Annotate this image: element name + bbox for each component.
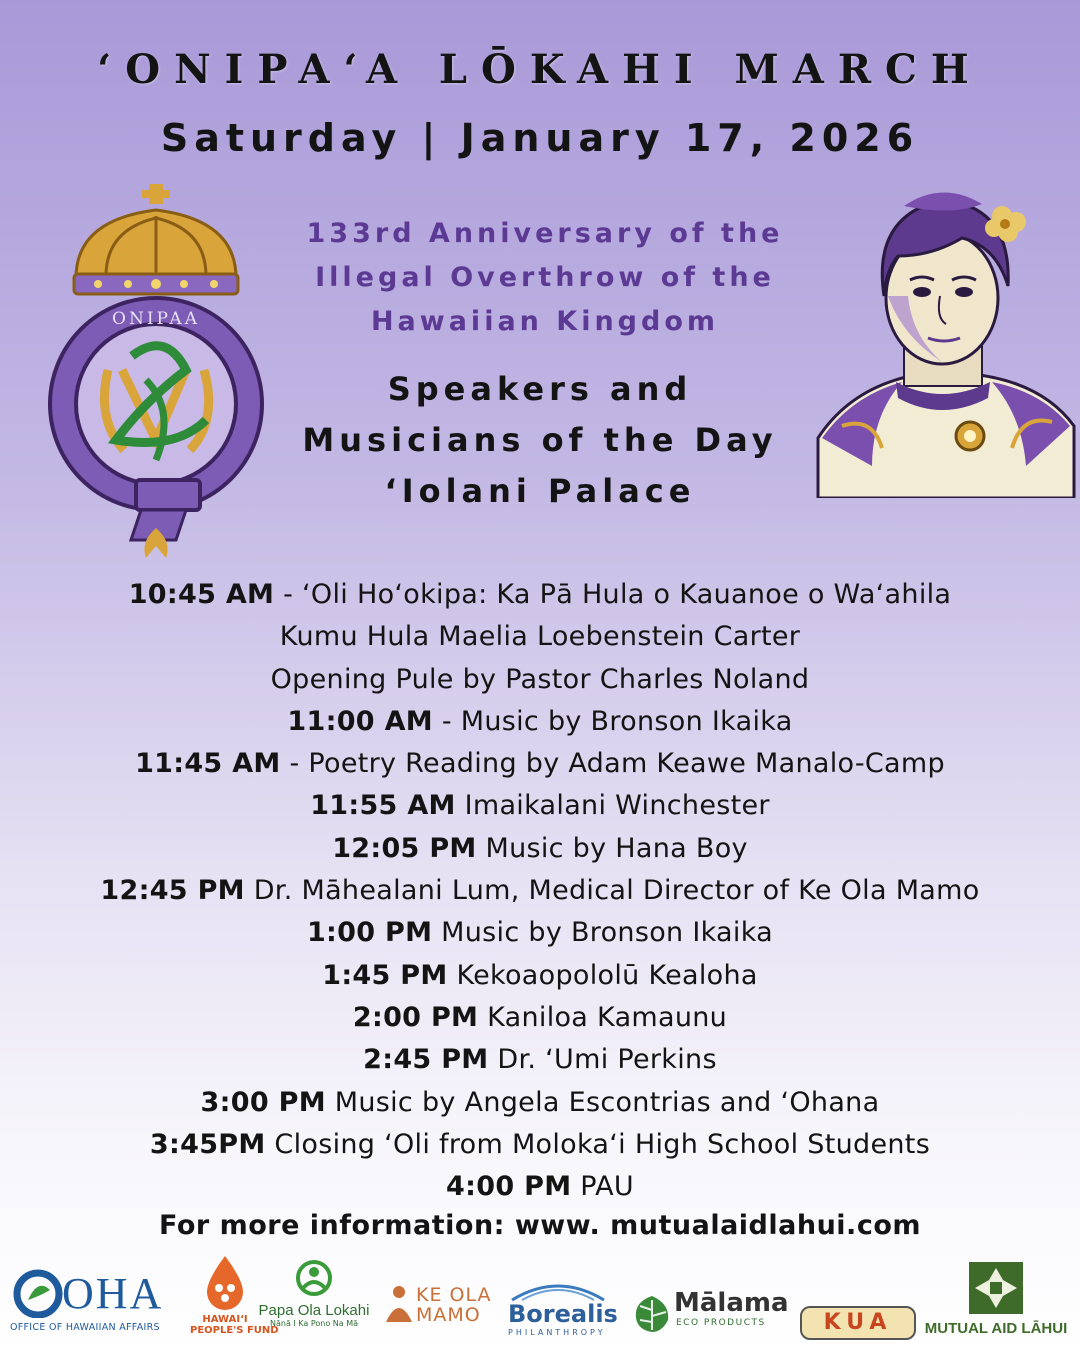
anniversary-line: Hawaiian Kingdom — [370, 306, 720, 337]
schedule-text: Kumu Hula Maelia Loebenstein Carter — [279, 621, 801, 653]
subheading-line: Speakers and — [387, 370, 693, 408]
schedule-text: Dr. Māhealani Lum, Medical Director of Ke Ola Mamo — [244, 875, 980, 907]
hpf-line2: PEOPLE'S FUND — [190, 1325, 279, 1336]
kom-line1: KE OLA — [416, 1284, 492, 1306]
schedule-time: 2:00 PM — [352, 1001, 479, 1033]
oha-logo — [10, 1266, 164, 1333]
schedule-item — [0, 659, 1080, 701]
borealis-logo — [508, 1278, 628, 1337]
mal2-name: MUTUAL AID LĀHUI — [924, 1320, 1068, 1337]
schedule-item — [0, 616, 1080, 658]
schedule-text: - Music by Bronson Ikaika — [432, 705, 793, 737]
schedule-list — [0, 574, 1080, 1208]
schedule-text: Music by Angela Escontrias and ʻOhana — [325, 1086, 880, 1118]
schedule-time: 1:00 PM — [306, 917, 433, 949]
anniversary-heading — [270, 212, 820, 344]
aurora-arc-icon — [508, 1278, 608, 1302]
droplet-icon — [203, 1254, 247, 1310]
borealis-name: Borealis — [508, 1300, 618, 1328]
schedule-text: Kaniloa Kamaunu — [478, 1001, 728, 1033]
schedule-text: - Poetry Reading by Adam Keawe Manalo-Camp — [280, 748, 945, 780]
royal-crest-icon — [36, 180, 276, 560]
kom-line2: MAMO — [416, 1304, 481, 1326]
schedule-item — [0, 1039, 1080, 1081]
queen-portrait-image — [812, 186, 1076, 498]
event-title: ʻONIPAʻA LŌKAHI MARCH — [97, 46, 983, 93]
oha-mark-text: OHA — [62, 1269, 164, 1318]
schedule-item — [0, 1082, 1080, 1124]
more-info-link[interactable]: For more information: www. mutualaidlahui.com — [158, 1210, 922, 1241]
schedule-text: Opening Pule by Pastor Charles Noland — [270, 663, 810, 695]
schedule-item — [0, 955, 1080, 997]
hpf-line1: HAWAIʻI — [202, 1314, 248, 1325]
schedule-text: PAU — [571, 1171, 634, 1203]
schedule-item — [0, 1166, 1080, 1208]
schedule-time: 10:45 AM — [128, 579, 275, 610]
mutual-aid-lahui-logo — [918, 1260, 1074, 1337]
pol-tagline: Nānā I Ka Pono Na Mā — [269, 1319, 359, 1328]
svg-text:ONIPAA: ONIPAA — [112, 309, 200, 329]
papa-ola-lokahi-logo — [258, 1258, 370, 1328]
malama-sub: ECO PRODUCTS — [676, 1318, 766, 1328]
oha-name: OFFICE OF HAWAIIAN AFFAIRS — [10, 1322, 160, 1333]
schedule-time: 12:45 PM — [100, 875, 245, 907]
schedule-time: 1:45 PM — [322, 959, 448, 991]
kua-logo — [800, 1306, 916, 1340]
schedule-time: 11:55 AM — [310, 790, 456, 822]
schedule-time: 4:00 PM — [446, 1171, 572, 1203]
schedule-text: Dr. ʻUmi Perkins — [488, 1044, 717, 1076]
schedule-item — [0, 574, 1080, 616]
anniversary-line: 133rd Anniversary of the — [306, 218, 784, 249]
event-subheading — [250, 364, 830, 517]
schedule-text: Music by Hana Boy — [476, 832, 748, 864]
pol-name: Papa Ola Lokahi — [258, 1302, 370, 1319]
anniversary-line: Illegal Overthrow of the — [315, 262, 775, 293]
borealis-sub: PHILANTHROPY — [508, 1328, 606, 1337]
schedule-time: 11:45 AM — [135, 748, 281, 780]
malama-name: Mālama — [674, 1288, 789, 1318]
schedule-item — [0, 701, 1080, 743]
schedule-text: Closing ʻOli from Molokaʻi High School Students — [265, 1128, 931, 1160]
quilt-pattern-icon — [967, 1260, 1025, 1316]
schedule-text: Kekoaopololū Kealoha — [447, 959, 758, 991]
ke-ola-mamo-icon — [382, 1284, 416, 1326]
schedule-time: 3:00 PM — [200, 1086, 326, 1118]
schedule-text: Music by Bronson Ikaika — [432, 917, 774, 949]
schedule-time: 2:45 PM — [363, 1044, 489, 1076]
schedule-item — [0, 785, 1080, 827]
subheading-line: Musicians of the Day — [302, 421, 778, 459]
schedule-time: 12:05 PM — [332, 832, 477, 864]
sponsor-logos — [0, 1254, 1080, 1350]
schedule-item — [0, 870, 1080, 912]
schedule-item — [0, 912, 1080, 954]
venue-line: ʻIolani Palace — [384, 472, 696, 510]
schedule-text: Imaikalani Winchester — [455, 790, 770, 822]
event-date: Saturday | January 17, 2026 — [160, 116, 920, 160]
schedule-item — [0, 828, 1080, 870]
monstera-leaf-icon — [632, 1294, 672, 1334]
schedule-text: - ʻOli Hoʻokipa: Ka Pā Hula o Kauanoe o Waʻahila — [274, 579, 952, 610]
hawaii-peoples-fund-logo — [190, 1254, 279, 1336]
schedule-item — [0, 1124, 1080, 1166]
kua-name: KUA — [823, 1310, 893, 1335]
schedule-item — [0, 743, 1080, 785]
papa-ola-icon — [295, 1258, 333, 1298]
schedule-time: 3:45PM — [149, 1128, 266, 1160]
schedule-time: 11:00 AM — [287, 705, 433, 737]
schedule-item — [0, 997, 1080, 1039]
